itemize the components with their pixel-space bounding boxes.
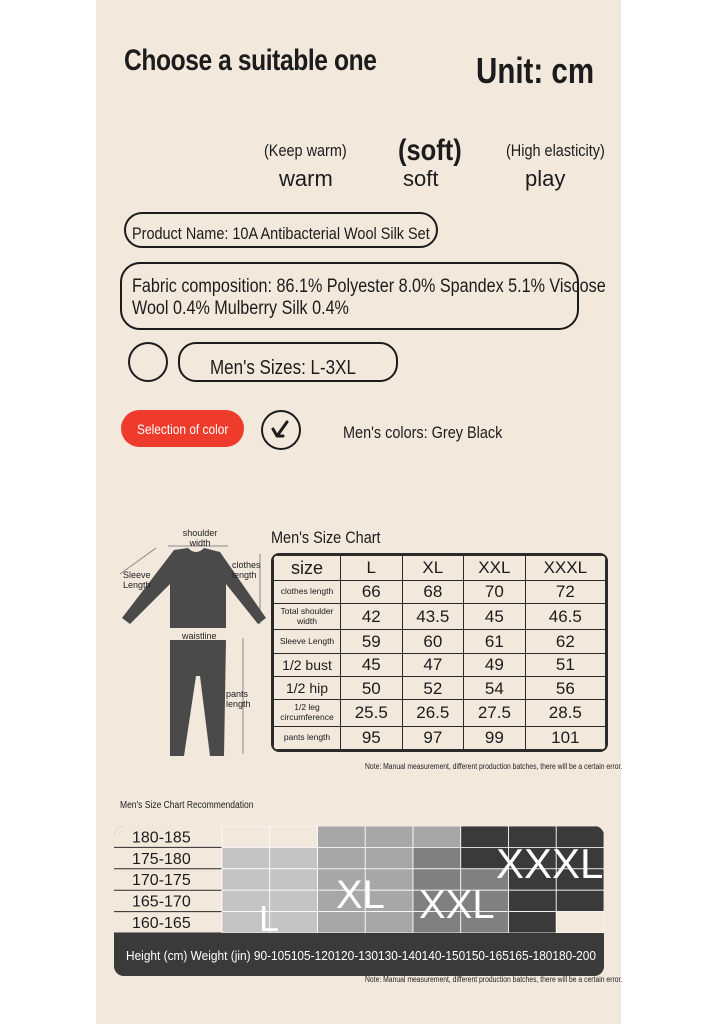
table-row [274,700,606,727]
label-waist: waistline [182,631,217,641]
row-label: 1/2 hip [274,676,341,699]
table-row [274,676,606,699]
mens-colors: Men's colors: Grey Black [343,423,503,442]
label-sleeve: Sleeve Length [123,570,151,590]
size-value: 50 [341,676,403,699]
row-label: pants length [274,726,341,749]
size-chart-note: Note: Manual measurement, different production batches, there will be a certain error. [365,762,623,771]
row-label: Sleeve Length [274,630,341,653]
color-button-label: Selection of color [136,420,229,437]
size-value: 28.5 [525,700,605,727]
size-label-l: L [259,898,280,939]
table-row [274,653,606,676]
recommendation-cell [222,869,270,890]
size-value: 51 [525,653,605,676]
page-title: Choose a suitable one [124,44,377,77]
row-label: 1/2 leg circumference [274,700,341,727]
label-pants: pants length [226,689,251,709]
size-value: 47 [402,653,464,676]
size-header-xl: XL [402,556,464,581]
row-label: clothes length [274,580,341,603]
size-value: 101 [525,726,605,749]
size-value: 46.5 [525,603,605,630]
recommendation-cell [270,847,318,868]
pants-shape [170,640,226,756]
size-value: 68 [402,580,464,603]
recommendation-cell [222,826,270,847]
feature-warm-caption: (Keep warm) [264,141,347,160]
axis-label: Height (cm) Weight (jin) 90-105105-120120-130130-140140-150150-165165-180180-200 [126,949,597,963]
size-header: size [274,556,341,581]
size-value: 49 [464,653,526,676]
recommendation-chart [114,826,604,976]
feature-soft-caption: (soft) [398,134,462,167]
recommendation-cell [318,826,366,847]
height-label: 165-170 [132,893,191,911]
feature-warm: warm [279,166,333,191]
size-value: 60 [402,630,464,653]
size-value: 42 [341,603,403,630]
recommendation-cell [556,912,604,933]
height-label: 170-175 [132,872,191,890]
size-value: 27.5 [464,700,526,727]
recommendation-cell [365,826,413,847]
unit-label: Unit: cm [476,50,595,91]
recommendation-title: Men's Size Chart Recommendation [120,800,254,811]
recommendation-cell [270,826,318,847]
size-value: 97 [402,726,464,749]
size-chart-title: Men's Size Chart [271,528,381,547]
product-name: Product Name: 10A Antibacterial Wool Silk Set [132,224,430,243]
size-header-l: L [341,556,403,581]
table-row [274,630,606,653]
size-value: 43.5 [402,603,464,630]
height-label: 175-180 [132,850,191,868]
selection-of-color-button[interactable] [121,410,244,447]
sizes-label: Men's Sizes: L-3XL [210,357,356,379]
size-label-xl: XL [336,873,385,917]
size-label-xxl: XXL [419,883,495,927]
label-clothes: clothes length [232,560,261,580]
size-value: 45 [464,603,526,630]
size-value: 61 [464,630,526,653]
recommendation-cell [413,826,461,847]
recommendation-cell [270,869,318,890]
recommendation-cell [318,847,366,868]
size-label-xxxl: XXXL [496,840,604,887]
size-value: 25.5 [341,700,403,727]
recommendation-note: Note: Manual measurement, different production batches, there will be a certain error. [365,975,623,984]
table-row [274,603,606,630]
feature-elastic-caption: (High elasticity) [506,141,605,160]
row-label: Total shoulder width [274,603,341,630]
size-value: 70 [464,580,526,603]
size-header-xxl: XXL [464,556,526,581]
recommendation-cell [365,847,413,868]
size-value: 66 [341,580,403,603]
size-value: 45 [341,653,403,676]
height-label: 160-165 [132,915,191,932]
label-shoulder: shoulder width [182,528,218,548]
recommendation-cell [509,912,557,933]
size-value: 72 [525,580,605,603]
table-row [274,726,606,749]
size-value: 62 [525,630,605,653]
radio-circle[interactable] [128,342,168,382]
row-label: 1/2 bust [274,653,341,676]
size-value: 95 [341,726,403,749]
size-header-xxxl: XXXL [525,556,605,581]
feature-play: play [525,166,566,191]
size-value: 52 [402,676,464,699]
recommendation-cell [556,890,604,911]
recommendation-cell [222,847,270,868]
height-label: 180-185 [132,829,191,847]
size-value: 54 [464,676,526,699]
size-value: 99 [464,726,526,749]
fabric-line-2: Wool 0.4% Mulberry Silk 0.4% [132,298,349,319]
recommendation-cell [509,890,557,911]
checkmark-icon [261,410,301,450]
feature-soft: soft [403,166,439,191]
fabric-line-1: Fabric composition: 86.1% Polyester 8.0% Spandex 5.1% Viscose [132,276,606,297]
size-chart-table [271,553,608,752]
recommendation-cell [413,847,461,868]
size-value: 26.5 [402,700,464,727]
size-value: 59 [341,630,403,653]
size-value: 56 [525,676,605,699]
table-row [274,580,606,603]
